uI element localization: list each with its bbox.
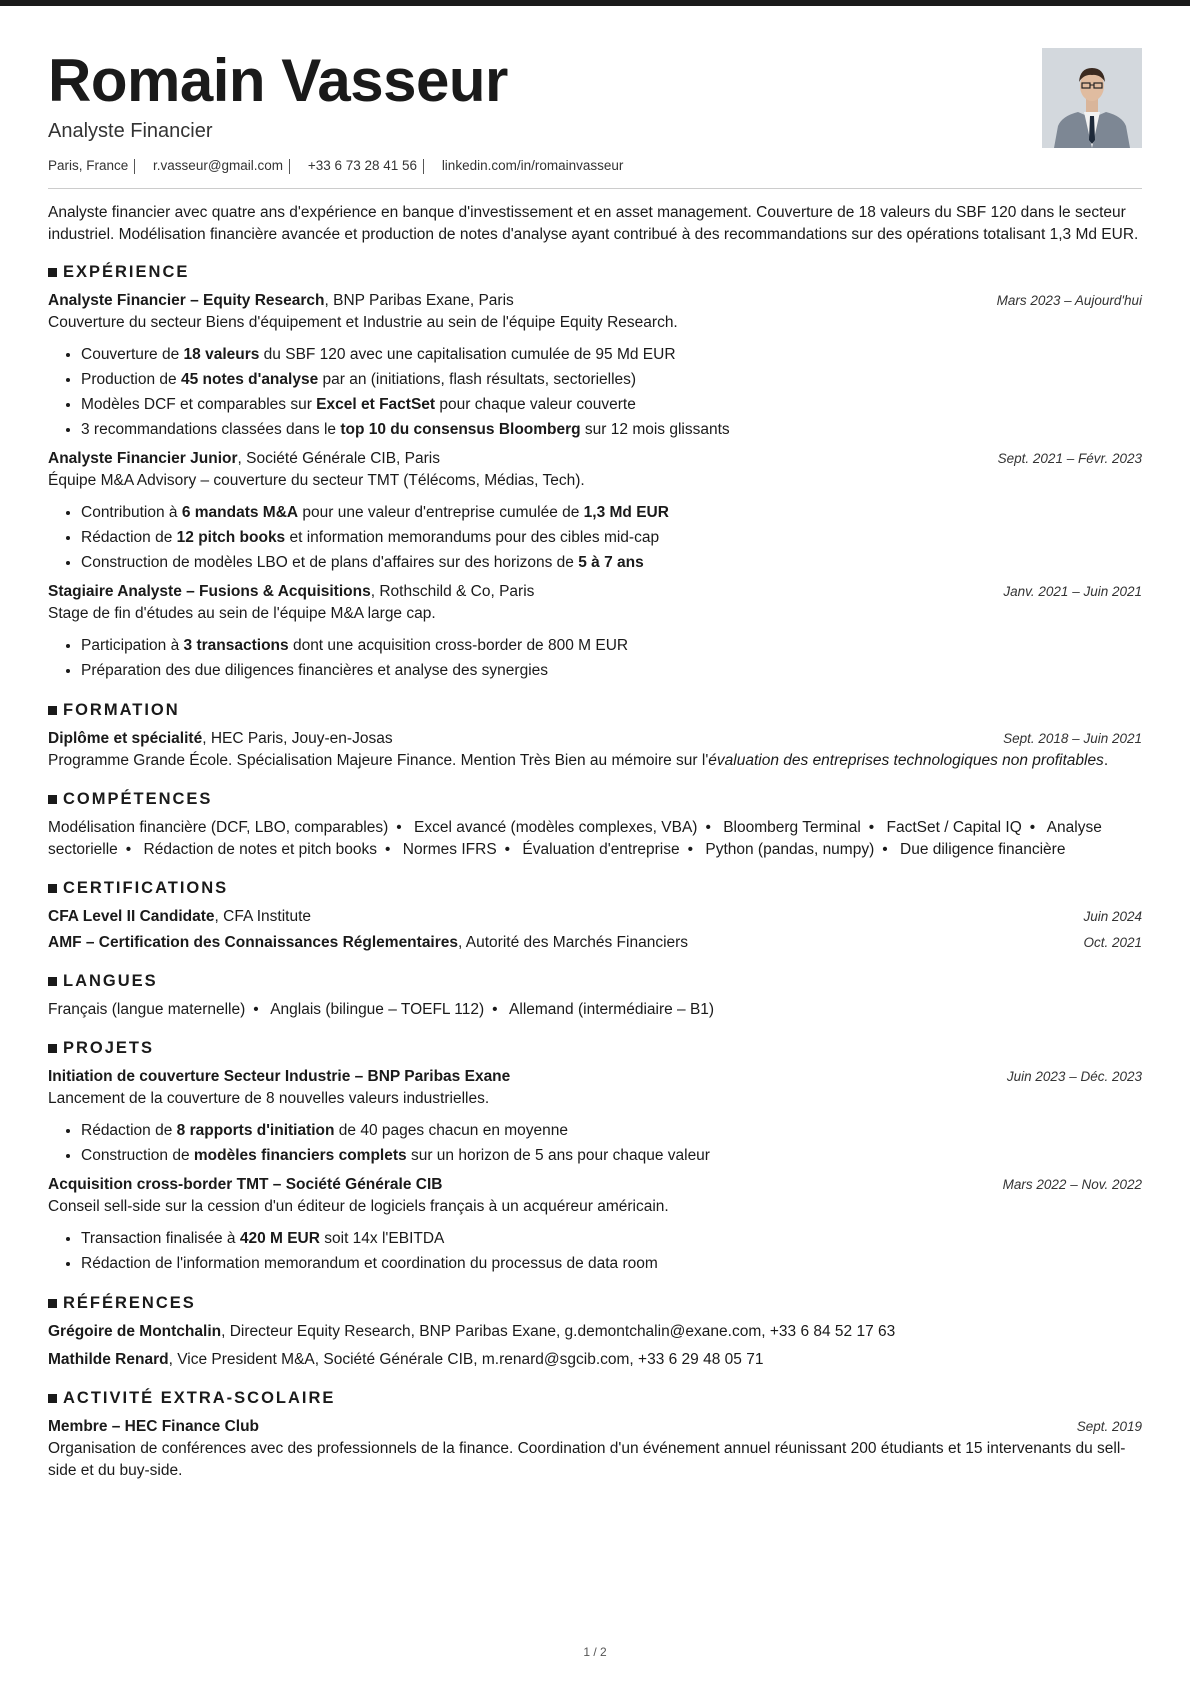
- reference-entry: Mathilde Renard, Vice President M&A, Société Générale CIB, m.renard@sgcib.com, +33 6 29 48 05 71: [48, 1351, 764, 1368]
- bullet-item: • Participation à 3 transactions dont une acquisition cross-border de 800 M EUR: [81, 633, 1142, 658]
- section-title: LANGUES: [48, 972, 1142, 991]
- section-projets: [48, 1039, 1142, 1276]
- bullet-square-icon: [48, 1394, 57, 1403]
- experience-entry: [48, 581, 1142, 683]
- language-item: Français (langue maternelle): [48, 1001, 246, 1018]
- section-title: FORMATION: [48, 701, 1142, 720]
- project-description: Lancement de la couverture de 8 nouvelles valeurs industrielles.: [48, 1090, 490, 1107]
- skill-item: Rédaction de notes et pitch books: [143, 841, 378, 858]
- resume-page: [48, 46, 1142, 1482]
- bullet-item: • Couverture de 18 valeurs du SBF 120 avec une capitalisation cumulée de 95 Md EUR: [81, 342, 1142, 367]
- bullet-item: • Rédaction de 8 rapports d'initiation de 40 pages chacun en moyenne: [81, 1118, 1142, 1143]
- bullet-item: • Construction de modèles financiers complets sur un horizon de 5 ans pour chaque valeur: [81, 1143, 1142, 1168]
- project-date: Mars 2022 – Nov. 2022: [1002, 1177, 1142, 1192]
- languages-list: Français (langue maternelle) • Anglais (bilingue – TOEFL 112) • Allemand (intermédiaire – B1): [48, 1001, 715, 1018]
- skill-item: Python (pandas, numpy): [705, 841, 875, 858]
- section-langues: [48, 972, 1142, 1021]
- activity-name: Membre – HEC Finance Club: [48, 1418, 260, 1435]
- bullet-item: • Rédaction de l'information memorandum et coordination du processus de data room: [81, 1251, 1142, 1276]
- profile-summary: Analyste financier avec quatre ans d'expérience en banque d'investissement et en asset management. Couverture de 18 valeurs du SBF 120 dans le secteur industriel. Modélisation financière avancée et production de notes d'analyse ayant contribué à des recommandations sur des opérations totalisant 1,3 Md EUR.: [48, 204, 1139, 243]
- skill-item: FactSet / Capital IQ: [886, 819, 1022, 836]
- education-date: Sept. 2018 – Juin 2021: [1003, 731, 1142, 746]
- bullet-item: • Rédaction de 12 pitch books et information memorandums pour des cibles mid-cap: [81, 525, 1142, 550]
- education-entry: [48, 728, 1142, 772]
- bullet-square-icon: [48, 1044, 57, 1053]
- job-org: , Rothschild & Co, Paris: [370, 583, 535, 600]
- skill-item: Modélisation financière (DCF, LBO, comparables): [48, 819, 389, 836]
- job-description: Stage de fin d'études au sein de l'équipe M&A large cap.: [48, 605, 436, 622]
- activity-description: Organisation de conférences avec des professionnels de la finance. Coordination d'un événement annuel réunissant 200 étudiants et 15 intervenants du sell-side et du buy-side.: [48, 1440, 1126, 1479]
- job-description: Équipe M&A Advisory – couverture du secteur TMT (Télécoms, Médias, Tech).: [48, 472, 585, 489]
- education-description: Programme Grande École. Spécialisation Majeure Finance. Mention Très Bien au mémoire sur l'évaluation des entreprises technologiques non profitables.: [48, 752, 1109, 769]
- job-role: Analyste Financier Junior: [48, 450, 238, 467]
- experience-entry: [48, 448, 1142, 575]
- bullet-square-icon: [48, 884, 57, 893]
- job-role: Analyste Financier – Equity Research: [48, 292, 325, 309]
- skill-item: Excel avancé (modèles complexes, VBA): [414, 819, 698, 836]
- page-number: 1 / 2: [583, 1645, 607, 1659]
- job-org: , Société Générale CIB, Paris: [237, 450, 440, 467]
- bullet-square-icon: [48, 706, 57, 715]
- profile-photo-image: [1042, 48, 1142, 148]
- section-title: RÉFÉRENCES: [48, 1294, 1142, 1313]
- bullet-item: • Modèles DCF et comparables sur Excel et FactSet pour chaque valeur couverte: [81, 392, 1142, 417]
- bullet-item: • Construction de modèles LBO et de plans d'affaires sur des horizons de 5 à 7 ans: [81, 550, 1142, 575]
- candidate-name: Romain Vasseur: [48, 47, 508, 114]
- contact-email[interactable]: r.vasseur@gmail.com: [153, 158, 284, 173]
- project-entry: [48, 1066, 1142, 1168]
- job-description: Couverture du secteur Biens d'équipement et Industrie au sein de l'équipe Equity Research.: [48, 314, 678, 331]
- project-entry: [48, 1174, 1142, 1276]
- skills-list: Modélisation financière (DCF, LBO, comparables) • Excel avancé (modèles complexes, VBA) • Bloomberg Terminal • FactSet / Capital IQ • Analyse sectorielle • Rédaction de notes et pitch books • Normes IFRS • Évaluation d'entreprise • Python (pandas, numpy) • Due diligence financière: [48, 819, 1102, 858]
- experience-entry: [48, 290, 1142, 442]
- contact-linkedin[interactable]: linkedin.com/in/romainvasseur: [441, 158, 624, 173]
- project-bullets: [48, 1118, 1142, 1168]
- separator: [423, 159, 424, 174]
- reference-entry: Grégoire de Montchalin, Directeur Equity Research, BNP Paribas Exane, g.demontchalin@exane.com, +33 6 84 52 17 63: [48, 1323, 896, 1340]
- profile-photo: [1042, 48, 1142, 148]
- top-accent-bar: [0, 0, 1190, 6]
- job-org: , BNP Paribas Exane, Paris: [324, 292, 514, 309]
- job-bullets: [48, 500, 1142, 575]
- skill-item: Évaluation d'entreprise: [522, 841, 680, 858]
- project-bullets: [48, 1226, 1142, 1276]
- section-certifications: [48, 879, 1142, 954]
- section-formation: [48, 701, 1142, 772]
- bullet-square-icon: [48, 977, 57, 986]
- section-competences: [48, 790, 1142, 861]
- resume-header: [48, 46, 1142, 188]
- contact-phone[interactable]: +33 6 73 28 41 56: [307, 158, 418, 173]
- project-date: Juin 2023 – Déc. 2023: [1006, 1069, 1142, 1084]
- section-title: ACTIVITÉ EXTRA-SCOLAIRE: [48, 1389, 1142, 1408]
- certification-entry: CFA Level II Candidate, CFA Institute Juin 2024: [48, 908, 1142, 925]
- job-role: Stagiaire Analyste – Fusions & Acquisitions: [48, 583, 371, 600]
- bullet-square-icon: [48, 795, 57, 804]
- section-title: COMPÉTENCES: [48, 790, 1142, 809]
- job-bullets: [48, 342, 1142, 442]
- job-date: Janv. 2021 – Juin 2021: [1003, 584, 1142, 599]
- section-references: [48, 1294, 1142, 1371]
- separator: [134, 159, 135, 174]
- bullet-square-icon: [48, 268, 57, 277]
- bullet-item: • 3 recommandations classées dans le top 10 du consensus Bloomberg sur 12 mois glissants: [81, 417, 1142, 442]
- bullet-item: • Contribution à 6 mandats M&A pour une valeur d'entreprise cumulée de 1,3 Md EUR: [81, 500, 1142, 525]
- project-description: Conseil sell-side sur la cession d'un éditeur de logiciels français à un acquéreur américain.: [48, 1198, 669, 1215]
- skill-item: Bloomberg Terminal: [723, 819, 861, 836]
- bullet-item: • Préparation des due diligences financières et analyse des synergies: [81, 658, 1142, 683]
- header-divider: [48, 188, 1142, 189]
- language-item: Anglais (bilingue – TOEFL 112): [270, 1001, 485, 1018]
- contact-line: [48, 158, 623, 174]
- skill-item: Due diligence financière: [900, 841, 1066, 858]
- separator: [289, 159, 290, 174]
- skill-item: Analyse sectorielle: [48, 819, 1102, 858]
- language-item: Allemand (intermédiaire – B1): [509, 1001, 715, 1018]
- job-date: Mars 2023 – Aujourd'hui: [996, 293, 1142, 308]
- job-bullets: [48, 633, 1142, 683]
- bullet-square-icon: [48, 1299, 57, 1308]
- project-name: Initiation de couverture Secteur Industrie – BNP Paribas Exane: [48, 1068, 511, 1085]
- activity-date: Sept. 2019: [1076, 1419, 1142, 1434]
- contact-location: Paris, France: [48, 158, 129, 173]
- section-extra: [48, 1389, 1142, 1482]
- section-experience: [48, 263, 1142, 683]
- skill-item: Normes IFRS: [402, 841, 497, 858]
- section-title: PROJETS: [48, 1039, 1142, 1058]
- job-date: Sept. 2021 – Févr. 2023: [997, 451, 1142, 466]
- section-title: CERTIFICATIONS: [48, 879, 1142, 898]
- candidate-title: Analyste Financier: [48, 120, 213, 142]
- degree-name: Diplôme et spécialité: [48, 730, 203, 747]
- bullet-item: • Transaction finalisée à 420 M EUR soit 14x l'EBITDA: [81, 1226, 1142, 1251]
- certification-entry: AMF – Certification des Connaissances Réglementaires, Autorité des Marchés Financiers Oct. 2021: [48, 934, 1142, 951]
- school-name: , HEC Paris, Jouy-en-Josas: [202, 730, 393, 747]
- project-name: Acquisition cross-border TMT – Société Générale CIB: [48, 1176, 443, 1193]
- section-title: EXPÉRIENCE: [48, 263, 1142, 282]
- bullet-item: • Production de 45 notes d'analyse par an (initiations, flash résultats, sectorielles): [81, 367, 1142, 392]
